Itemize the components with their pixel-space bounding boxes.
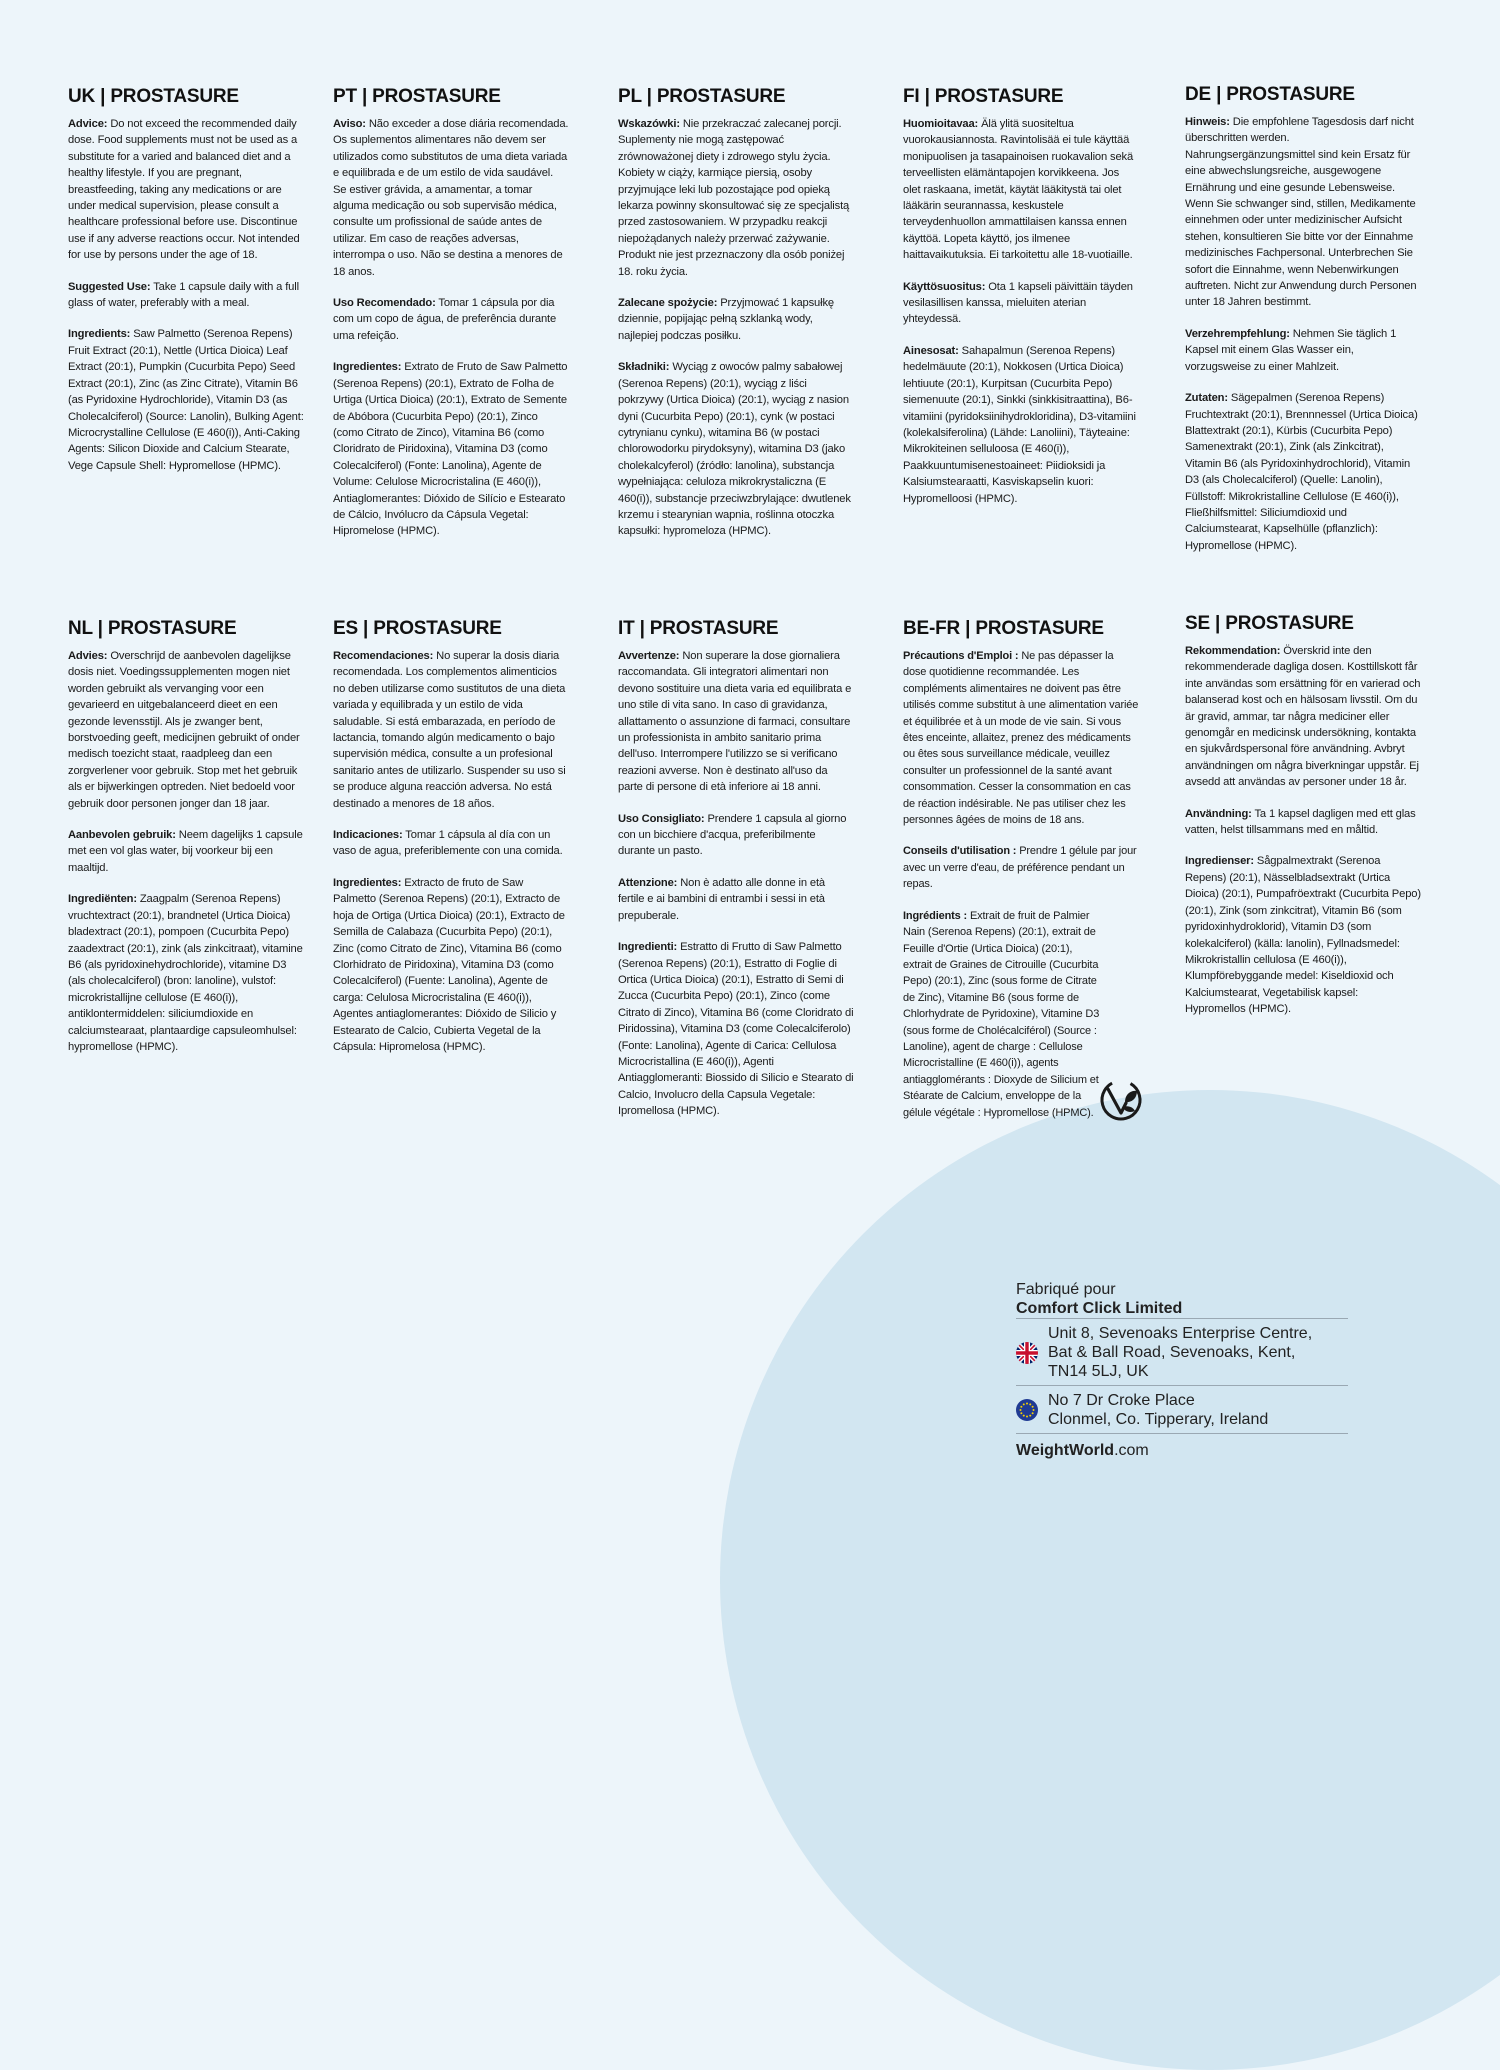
eu-address: No 7 Dr Croke Place Clonmel, Co. Tipperary, Ireland	[1048, 1392, 1269, 1428]
section-title: DE | PROSTASURE	[1185, 84, 1355, 105]
usage-paragraph: Conseils d'utilisation : Prendre 1 gélule par jour avec un verre d'eau, de préférence pendant un repas.	[903, 845, 1137, 891]
section-pt	[333, 86, 569, 555]
section-title: NL | PROSTASURE	[68, 618, 237, 639]
ingredients-paragraph: Ingrediënten: Zaagpalm (Serenoa Repens) vruchtextract (20:1), brandnetel (Urtica Dioica) bladextract (20:1), pompoen (Cucurbita Pepo) zaadextract (20:1), zink (als zinkcitraat), vitamine B6 (als pyridoxinehydrochloride), vitamine D3 (als cholecalciferol) (bron: lanoline), vulstof: microkristallijne cellulose (E 460(i)), antiklontermiddelen: siliciumdioxide en calciumstearaat, plantaardige capsuleomhulsel: hypromellose (HPMC).	[68, 893, 303, 1053]
section-title: PT | PROSTASURE	[333, 86, 501, 107]
website-link[interactable]: WeightWorld.com	[1016, 1433, 1348, 1460]
usage-paragraph: Zalecane spożycie: Przyjmować 1 kapsułkę dziennie, popijając pełną szklanką wody, najlepiej podczas posiłku.	[618, 297, 834, 342]
section-pl	[618, 86, 854, 555]
section-title: SE | PROSTASURE	[1185, 613, 1354, 634]
usage-paragraph: Aanbevolen gebruik: Neem dagelijks 1 capsule met een vol glas water, bij voorkeur bij een maaltijd.	[68, 829, 303, 874]
section-title: PL | PROSTASURE	[618, 86, 786, 107]
section-nl	[68, 618, 304, 1070]
usage-paragraph: Uso Consigliato: Prendere 1 capsula al giorno con un bicchiere d'acqua, preferibilmente durante un pasto.	[618, 812, 847, 858]
section-de	[1185, 84, 1421, 569]
warning-paragraph: Attenzione: Non è adatto alle donne in età fertile e ai bambini di entrambi i sessi in età prepuberale.	[618, 876, 826, 922]
ingredients-paragraph: Składniki: Wyciąg z owoców palmy sabałowej (Serenoa Repens) (20:1), wyciąg z liści pokrzywy (Urtica Dioica) (20:1), wyciąg z nasion dyni (Cucurbita Pepo) (20:1), cynk (w postaci cytrynianu cynku), witamina B6 (w postaci chlorowodorku pirydoksyny), witamina D3 (jako cholekalcyferol) (źródło: lanolina), substancja wypełniająca: celuloza mikrokrystaliczna (E 460(i)), substancje przeciwzbrylające: dwutlenek krzemu i stearynian wapnia, roślinna otoczka kapsułki: hypromeloza (HPMC).	[618, 361, 851, 538]
section-title: ES | PROSTASURE	[333, 618, 502, 639]
uk-address: Unit 8, Sevenoaks Enterprise Centre, Bat & Ball Road, Sevenoaks, Kent, TN14 5LJ, UK	[1048, 1325, 1313, 1380]
usage-paragraph: Användning: Ta 1 kapsel dagligen med ett glas vatten, helst tillsammans med en måltid.	[1185, 807, 1416, 837]
advice-paragraph: Huomioitavaa: Älä ylitä suositeltua vuorokausiannosta. Ravintolisää ei tule käyttää monipuolisen ja tasapainoisen ruokavalion sekä terveellisten elämäntapojen korvikkeena. Jos olet raskaana, imetät, käytät lääkitystä tai olet lääkärin seurannassa, keskustele terveydenhuollon ammattilaisen kanssa ennen käyttöä. Lopeta käyttö, jos ilmenee haittavaikutuksia. Ei tarkoitettu alle 18-vuotiaille.	[903, 118, 1134, 262]
uk-address-row	[1016, 1318, 1348, 1385]
ingredients-paragraph: Ingredientes: Extrato de Fruto de Saw Palmetto (Serenoa Repens) (20:1), Extrato de Folha de Urtiga (Urtica Dioica) (20:1), Extrato de Semente de Abóbora (Cucurbita Pepo) (20:1), Zinco (como Citrato de Zinco), Vitamina B6 (como Cloridrato de Piridoxina), Vitamina D3 (como Colecalciferol) (Fonte: Lanolina), Agente de Volume: Celulose Microcristalina (E 460(i)), Antiaglomerantes: Dióxido de Silício e Estearato de Cálcio, Invólucro da Cápsula Vegetal: Hipromelose (HPMC).	[333, 361, 568, 538]
section-title: BE-FR | PROSTASURE	[903, 618, 1104, 639]
section-be-fr	[903, 618, 1139, 1136]
advice-paragraph: Rekommendation: Överskrid inte den rekommenderade dagliga dosen. Kosttillskott får inte användas som ersättning för en varierad och balanserad kost och en hälsosam livsstil. Om du är gravid, ammar, tar några mediciner eller genomgår en medicinsk undersökning, kontakta en sjukvårdspersonal före användning. Avbryt användningen om några biverkningar uppstår. Ej avsedd att användas av personer under 18 år.	[1185, 645, 1421, 789]
usage-paragraph: Verzehrempfehlung: Nehmen Sie täglich 1 Kapsel mit einem Glas Wasser ein, vorzugsweise zu einer Mahlzeit.	[1185, 327, 1397, 373]
section-se	[1185, 613, 1421, 1033]
section-title: FI | PROSTASURE	[903, 86, 1064, 107]
advice-paragraph: Avvertenze: Non superare la dose giornaliera raccomandata. Gli integratori alimentari non devono sostituire una dieta varia ed equilibrata e uno stile di vita sano. In caso di gravidanza, allattamento o assunzione di farmaci, consultare un professionista in ambito sanitario prima dell'uso. Interrompere l'utilizzo se si verificano reazioni avverse. Non è destinato all'uso da parte di persone di età inferiore ai 18 anni.	[618, 650, 852, 794]
section-uk	[68, 86, 304, 489]
section-title: UK | PROSTASURE	[68, 86, 239, 107]
section-es	[333, 618, 569, 1070]
section-it	[618, 618, 854, 1135]
manufacturer-block	[1016, 1280, 1348, 1460]
advice-paragraph: Advies: Overschrijd de aanbevolen dagelijkse dosis niet. Voedingssupplementen mogen niet worden gebruikt als vervanging voor een gevarieerd en uitgebalanceerd dieet en een gezonde levensstijl. Als je zwanger bent, borstvoeding geeft, medicijnen gebruikt of onder medisch toezicht staat, raadpleeg dan een zorgverlener voor gebruik. Stop met het gebruik als er bijwerkingen optreden. Niet bedoeld voor gebruik door personen jonger dan 18 jaar.	[68, 650, 300, 810]
eu-flag-icon	[1016, 1399, 1038, 1421]
ingredients-paragraph: Ingredientes: Extracto de fruto de Saw Palmetto (Serenoa Repens) (20:1), Extracto de hoja de Ortiga (Urtica Dioica) (20:1), Extracto de Semilla de Calabaza (Cucurbita Pepo) (20:1), Zinc (como Citrato de Zinc), Vitamina B6 (como Clorhidrato de Piridoxina), Vitamina D3 (como Colecalciferol) (Fuente: Lanolina), Agente de carga: Celulosa Microcristalina (E 460(i)), Agentes antiaglomerantes: Dióxido de Silicio y Estearato de Calcio, Cubierta Vegetal de la Cápsula: Hipromelosa (HPMC).	[333, 876, 565, 1053]
ingredients-paragraph: Zutaten: Sägepalmen (Serenoa Repens) Fruchtextrakt (20:1), Brennnessel (Urtica Dioica) Blattextrakt (20:1), Kürbis (Cucurbita Pepo) Samenextrakt (20:1), Zink (als Zinkcitrat), Vitamin B6 (als Pyridoxinhydrochlorid), Vitamin D3 (als Cholecalciferol) (Quelle: Lanolin), Füllstoff: Mikrokristalline Cellulose (E 460(i)), Fließhilfsmittel: Siliciumdioxid und Calciumstearat, Kapselhülle (pflanzlich): Hypromellose (HPMC).	[1185, 392, 1418, 552]
usage-paragraph: Indicaciones: Tomar 1 cápsula al día con un vaso de agua, preferiblemente con una comida.	[333, 829, 563, 858]
advice-paragraph: Aviso: Não exceder a dose diária recomendada. Os suplementos alimentares não devem ser utilizados como substitutos de uma dieta variada e equilibrada e de um estilo de vida saudável. Se estiver grávida, a amamentar, a tomar alguma medicação ou sob supervisão médica, consulte um profissional de saúde antes de utilizar. Em caso de reações adversas, interrompa o uso. Não se destina a menores de 18 anos.	[333, 118, 569, 278]
ingredients-paragraph: Ainesosat: Sahapalmun (Serenoa Repens) hedelmäuute (20:1), Nokkosen (Urtica Dioica) lehtiuute (20:1), Kurpitsan (Cucurbita Pepo) siemenuute (20:1), Sinkki (sinkkisitraattina), B6-vitamiini (pyridoksiinihydrokloridina), D3-vitamiini (kolekalsiferolina) (Lähde: Lanoliini), Täyteaine: Mikrokiteinen selluloosa (E 460(i)), Paakkuuntumisenestoaineet: Piidioksidi ja Kalsiumstearaatti, Kasviskapselin kuori: Hypromelloosi (HPMC).	[903, 344, 1136, 505]
section-title: IT | PROSTASURE	[618, 618, 779, 639]
ingredients-paragraph: Ingrédients : Extrait de fruit de Palmier Nain (Serenoa Repens) (20:1), extrait de Feuille d'Ortie (Urtica Dioica) (20:1), extrait de Graines de Citrouille (Cucurbita Pepo) (20:1), Zinc (sous forme de Citrate de Zinc), Vitamine B6 (sous forme de Chlorhydrate de Pyridoxine), Vitamine D3 (sous forme de Cholécalciférol) (Source : Lanoline), agent de charge : Cellulose Microcristalline (E 460(i)), agents antiagglomérants : Dioxyde de Silicium et Stéarate de Calcium, enveloppe de la gélule végétale : Hypromellose (HPMC).	[903, 909, 1100, 1119]
advice-paragraph: Hinweis: Die empfohlene Tagesdosis darf nicht überschritten werden. Nahrungsergänzungsmittel sind kein Ersatz für eine abwechslungsreiche, ausgewogene Ernährung und eine gesunde Lebensweise. Wenn Sie schwanger sind, stillen, Medikamente einnehmen oder unter medizinischer Aufsicht stehen, konsultieren Sie bitte vor der Einnahme medizinisches Fachpersonal. Unterbrechen Sie sofort die Einnahme, wenn Nebenwirkungen auftreten. Nicht zur Anwendung durch Personen unter 18 Jahren bestimmt.	[1185, 116, 1417, 309]
ingredients-paragraph: Ingredients: Saw Palmetto (Serenoa Repens) Fruit Extract (20:1), Nettle (Urtica Dioica) Leaf Extract (20:1), Pumpkin (Cucurbita Pepo) Seed Extract (20:1), Zinc (as Zinc Citrate), Vitamin B6 (as Pyridoxine Hydrochloride), Vitamin D3 (as Cholecalciferol) (Source: Lanolin), Bulking Agent: Microcrystalline Cellulose (E 460(i)), Anti-Caking Agents: Silicon Dioxide and Calcium Stearate, Vege Capsule Shell: Hypromellose (HPMC).	[68, 328, 304, 472]
uk-flag-icon	[1016, 1342, 1038, 1364]
advice-paragraph: Advice: Do not exceed the recommended daily dose. Food supplements must not be used as a substitute for a varied and balanced diet and a healthy lifestyle. If you are pregnant, breastfeeding, taking any medications or are under medical supervision, please consult a healthcare professional before use. Discontinue use if any adverse reactions occur. Not intended for use by persons under the age of 18.	[68, 118, 300, 262]
decorative-circle	[720, 1090, 1500, 2070]
advice-paragraph: Wskazówki: Nie przekraczać zalecanej porcji. Suplementy nie mogą zastępować zrównoważonej diety i zdrowego stylu życia. Kobiety w ciąży, karmiące piersią, osoby przyjmujące leki lub pozostające pod opieką lekarza powinny skonsultować się ze specjalistą przed zastosowaniem. W przypadku reakcji niepożądanych należy przerwać zażywanie. Produkt nie jest przeznaczony dla osób poniżej 18. roku życia.	[618, 118, 850, 278]
ingredients-paragraph: Ingredienser: Sågpalmextrakt (Serenoa Repens) (20:1), Nässelbladsextrakt (Urtica Dioica) (20:1), Pumpafröextrakt (Cucurbita Pepo) (20:1), Zink (som zinkcitrat), Vitamin B6 (som pyridoxinhydroklorid), Vitamin D3 (som kolekalciferol) (källa: lanolin), Fyllnadsmedel: Mikrokristallin cellulosa (E 460(i)), Klumpförebyggande medel: Kiseldioxid och Kalciumstearat, Vegetabilisk kapsel: Hypromellos (HPMC).	[1185, 855, 1421, 1016]
company-name: Comfort Click Limited	[1016, 1300, 1183, 1317]
advice-paragraph: Recomendaciones: No superar la dosis diaria recomendada. Los complementos alimenticios no deben utilizarse como sustitutos de una dieta variada y equilibrada y un estilo de vida saludable. Si está embarazada, en período de lactancia, tomando algún medicamento o bajo supervisión médica, consulte a un profesional sanitario antes de utilizarlo. Suspender su uso si se produce alguna reacción adversa. No está destinado a menores de 18 años.	[333, 650, 566, 810]
made-for-label: Fabriqué pour	[1016, 1281, 1116, 1298]
advice-paragraph: Précautions d'Emploi : Ne pas dépasser la dose quotidienne recommandée. Les compléments alimentaires ne doivent pas être utilisés comme substitut à une alimentation variée et équilibrée et à un mode de vie sain. Si vous êtes enceinte, allaitez, prenez des médicaments ou êtes sous surveillance médicale, veuillez consulter un professionnel de la santé avant consommation. Cesser la consommation en cas de réaction indésirable. Ne pas utiliser chez les personnes âgées de moins de 18 ans.	[903, 650, 1139, 827]
usage-paragraph: Suggested Use: Take 1 capsule daily with a full glass of water, preferably with a meal.	[68, 280, 299, 310]
usage-paragraph: Käyttösuositus: Ota 1 kapseli päivittäin täyden vesilasillisen kanssa, mieluiten aterian yhteydessä.	[903, 280, 1133, 326]
vegan-leaf-icon	[1098, 1077, 1144, 1123]
section-fi	[903, 86, 1139, 522]
ingredients-paragraph: Ingredienti: Estratto di Frutto di Saw Palmetto (Serenoa Repens) (20:1), Estratto di Foglie di Ortica (Urtica Dioica) (20:1), Estratto di Semi di Zucca (Cucurbita Pepo) (20:1), Zinco (come Citrato di Zinco), Vitamina B6 (come Cloridrato di Piridossina), Vitamina D3 (come Colecalciferolo) (Fonte: Lanolina), Agente di Carica: Cellulosa Microcristallina (E 460(i)), Agenti Antiagglomeranti: Biossido di Silicio e Stearato di Calcio, Involucro della Capsula Vegetale: Ipromellosa (HPMC).	[618, 941, 854, 1118]
eu-address-row	[1016, 1385, 1348, 1433]
usage-paragraph: Uso Recomendado: Tomar 1 cápsula por dia com um copo de água, de preferência durante uma refeição.	[333, 297, 557, 342]
